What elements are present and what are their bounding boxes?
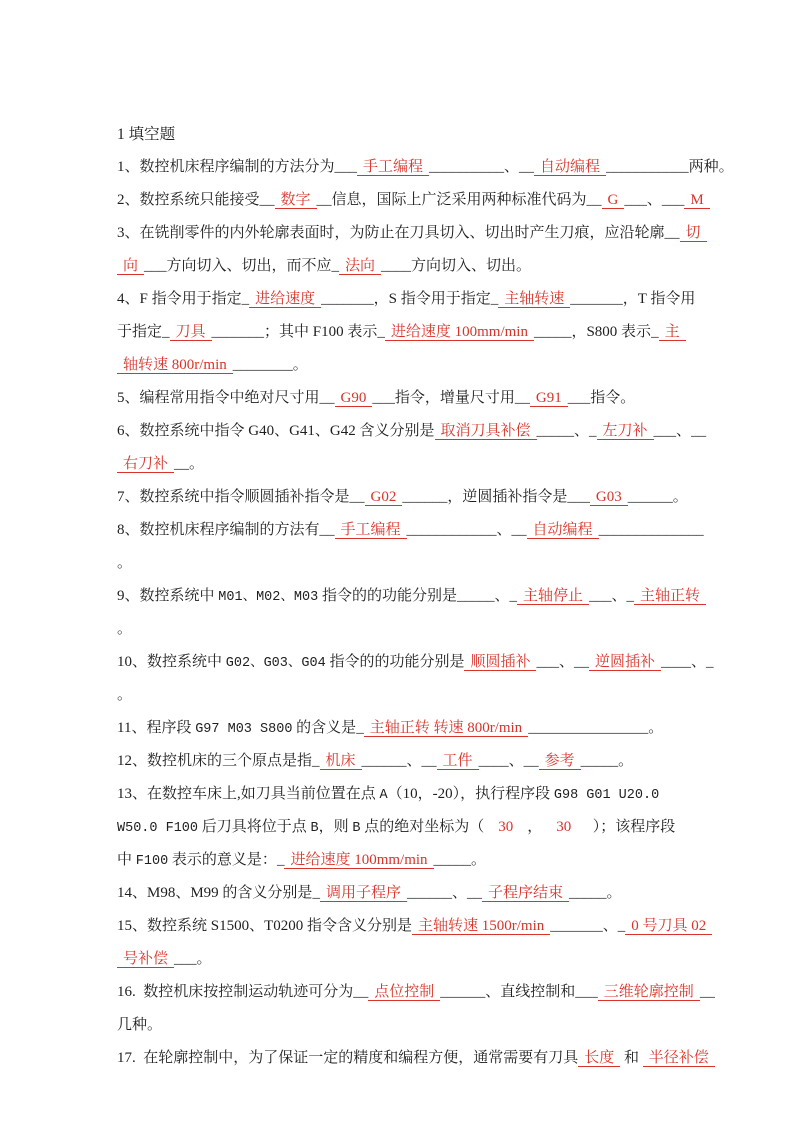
question-15-line xyxy=(117,943,717,976)
question-14-line xyxy=(117,877,717,910)
answer-text: 数字 xyxy=(275,192,317,209)
red-value: 30 xyxy=(556,819,572,835)
answer-text: 自动编程 xyxy=(534,159,606,176)
answer-text: 切 xyxy=(680,225,707,242)
blank-underscores: ____ xyxy=(381,258,412,274)
question-text: 1、数控机床程序编制的方法分为 xyxy=(117,159,335,175)
answer-text: 三维轮廓控制 xyxy=(598,984,700,1001)
code-text: W50.0 F100 xyxy=(117,821,199,836)
blank-underscores: ___ xyxy=(536,654,559,670)
blank-underscores: __ xyxy=(319,390,335,406)
answer-text: G02 xyxy=(365,489,403,506)
question-13-line xyxy=(117,844,717,877)
answer-text: 自动编程 xyxy=(527,522,599,539)
question-text: 5、编程常用指令中绝对尺寸用 xyxy=(117,390,320,406)
answer-text: M xyxy=(684,192,709,209)
question-text: 表示的意义是： xyxy=(168,852,277,868)
question-text: 。 xyxy=(618,753,634,769)
blank-underscores: ___ xyxy=(653,423,677,439)
blank-underscores: ______ xyxy=(361,753,407,769)
question-text: 、 xyxy=(508,753,524,769)
question-text: 6、数控系统中指令 G40、G41、G42 含义分别是 xyxy=(117,423,435,439)
question-text: （10，-20），执行程序段 xyxy=(387,786,554,802)
question-text: 于指定 xyxy=(117,324,163,340)
question-16-line xyxy=(117,1009,717,1042)
answer-text: 参考 xyxy=(539,753,581,770)
code-text: G97 M03 S800 xyxy=(195,722,293,737)
question-text: 、 xyxy=(494,588,510,604)
question-text: 、 xyxy=(406,753,422,769)
blank-underscores: _ xyxy=(331,258,340,274)
question-text: 。 xyxy=(606,885,622,901)
question-text: ，T 指令用 xyxy=(622,291,696,307)
answer-text: 手工编程 xyxy=(357,159,429,176)
question-3-line xyxy=(117,217,717,250)
answer-text: 逆圆插补 xyxy=(589,654,661,671)
blank-underscores: _ xyxy=(377,324,385,340)
question-text: ， xyxy=(527,819,543,835)
answer-text: 向 xyxy=(117,258,144,275)
answer-text: G xyxy=(602,192,625,209)
code-text: G98 G01 U20.0 xyxy=(553,788,660,803)
answer-text: 手工编程 xyxy=(335,522,407,539)
question-text: 方向切入、切出，而不应 xyxy=(166,258,332,274)
question-text: 。 xyxy=(117,621,133,637)
answer-text: 机床 xyxy=(320,753,362,770)
question-text: 、 xyxy=(611,588,627,604)
question-2-line xyxy=(117,184,717,217)
blank-underscores: ___ xyxy=(575,984,598,1000)
question-13-line xyxy=(117,811,717,844)
code-text: B xyxy=(310,821,319,836)
blank-underscores: __ xyxy=(519,159,535,175)
blank-underscores: ___ xyxy=(588,588,612,604)
question-6-line xyxy=(117,448,717,481)
answer-text: 左刀补 xyxy=(597,423,654,440)
answer-text: 取消刀具补偿 xyxy=(435,423,537,440)
question-15-line xyxy=(117,910,717,943)
blank-underscores: _ xyxy=(356,720,364,736)
document-body xyxy=(117,118,734,1075)
question-text: 。 xyxy=(189,456,205,472)
blank-underscores: ___ xyxy=(661,192,685,208)
blank-underscores: _ xyxy=(626,588,634,604)
answer-text: 0 号刀具 02 xyxy=(625,918,712,935)
answer-text: 主轴转速 1500r/min xyxy=(412,918,550,935)
blank-underscores: ___ xyxy=(144,258,167,274)
question-text: 4、F 指令用于指定 xyxy=(117,291,242,307)
answer-text: G91 xyxy=(530,390,568,407)
question-text: 16. 数控机床按控制运动轨迹可分为 xyxy=(117,984,354,1000)
blank-underscores: _____ xyxy=(433,852,472,868)
code-text: M01、M02、M03 xyxy=(218,590,319,605)
blank-underscores: ____ xyxy=(478,753,509,769)
question-text: 两种。 xyxy=(688,159,734,175)
question-text: 10、数控系统中 xyxy=(117,654,226,670)
blank-underscores: _____ xyxy=(533,324,572,340)
blank-underscores: _ xyxy=(241,291,250,307)
question-16-line xyxy=(117,976,717,1009)
blank-underscores: __ xyxy=(691,423,707,439)
blank-underscores: ________________ xyxy=(528,720,649,736)
question-13-line xyxy=(117,778,717,811)
blank-underscores: ______ xyxy=(406,885,452,901)
question-10-line xyxy=(117,646,717,679)
question-text: 。 xyxy=(196,951,212,967)
answer-text: 调用子程序 xyxy=(320,885,407,902)
question-4-line xyxy=(117,349,717,382)
blank-underscores: ___________ xyxy=(606,159,689,175)
question-text: 、 xyxy=(504,159,520,175)
question-text: 指令，增量尺寸用 xyxy=(394,390,515,406)
question-3-line xyxy=(117,250,717,283)
blank-underscores: ______ xyxy=(627,489,673,505)
code-text: A xyxy=(379,788,388,803)
blank-underscores: _ xyxy=(589,423,597,439)
question-12-line xyxy=(117,745,717,778)
blank-underscores: _ xyxy=(706,654,714,670)
question-text: 几种。 xyxy=(117,1017,163,1033)
blank-underscores: __ xyxy=(353,984,369,1000)
blank-underscores: __ xyxy=(514,390,530,406)
question-text: 14、M98、M99 的含义分别是 xyxy=(117,885,313,901)
answer-text: 工件 xyxy=(437,753,479,770)
question-text: 、 xyxy=(646,192,662,208)
blank-underscores: _ xyxy=(312,885,320,901)
blank-underscores: ___ xyxy=(334,159,358,175)
answer-text: 进给速度 100mm/min xyxy=(284,852,433,869)
blank-underscores: ______ xyxy=(440,984,486,1000)
blank-underscores: _____ xyxy=(568,885,607,901)
question-text: ，S800 表示 xyxy=(571,324,652,340)
question-text: 、 xyxy=(451,885,467,901)
blank-underscores: ______________ xyxy=(598,522,704,538)
question-text: 。 xyxy=(117,687,133,703)
question-text: 。 xyxy=(672,489,688,505)
answer-text: 主轴正转 转速 800r/min xyxy=(364,720,529,737)
answer-text: 刀具 xyxy=(170,324,212,341)
question-11-line xyxy=(117,712,717,745)
question-text: 12、数控机床的三个原点是指 xyxy=(117,753,313,769)
answer-text: 点位控制 xyxy=(368,984,440,1001)
blank-underscores: __ xyxy=(349,489,365,505)
blank-underscores: __ xyxy=(259,192,275,208)
question-text: 方向切入、切出。 xyxy=(411,258,532,274)
answer-text: 半径补偿 xyxy=(643,1050,715,1067)
blank-underscores: _ xyxy=(276,852,285,868)
question-text: ，逆圆插补指令是 xyxy=(447,489,568,505)
red-value: 30 xyxy=(498,819,514,835)
question-text: 指令。 xyxy=(590,390,636,406)
answer-text: 主轴停止 xyxy=(517,588,589,605)
answer-text: 长度 xyxy=(578,1050,620,1067)
blank-underscores: _ xyxy=(617,918,626,934)
question-text: ，S 指令用于指定 xyxy=(373,291,491,307)
question-text: 信息，国际上广泛采用两种标准代码为 xyxy=(331,192,587,208)
blank-underscores: __ xyxy=(466,885,482,901)
answer-text: G03 xyxy=(590,489,628,506)
answer-text: G90 xyxy=(335,390,373,407)
question-text: 、 xyxy=(676,423,692,439)
blank-underscores: __ xyxy=(319,522,335,538)
blank-underscores: ___ xyxy=(624,192,647,208)
answer-text: 法向 xyxy=(339,258,381,275)
question-1-line xyxy=(117,151,734,184)
question-text: 和 xyxy=(620,1050,643,1066)
blank-underscores: __ xyxy=(174,456,190,472)
blank-underscores: __ xyxy=(664,225,680,241)
question-9-line xyxy=(117,613,717,646)
question-text: 、 xyxy=(691,654,707,670)
answer-text: 进给速度 xyxy=(249,291,321,308)
question-text: 11、程序段 xyxy=(117,720,196,736)
question-text: 、 xyxy=(558,654,574,670)
question-text: 、 xyxy=(602,918,618,934)
answer-text: 右刀补 xyxy=(117,456,174,473)
blank-underscores: ______ xyxy=(402,489,448,505)
blank-underscores: _______ xyxy=(321,291,374,307)
blank-underscores: ____________ xyxy=(406,522,497,538)
question-5-line xyxy=(117,382,717,415)
question-text: 。 xyxy=(292,357,308,373)
answer-text: 主 xyxy=(659,324,686,341)
question-text: 后刀具将位于点 xyxy=(198,819,311,835)
blank-underscores: _ xyxy=(162,324,170,340)
blank-underscores: _______ xyxy=(211,324,265,340)
question-text: 3、在铣削零件的内外轮廓表面时，为防止在刀具切入、切出时产生刀痕，应沿轮廓 xyxy=(117,225,665,241)
blank-underscores: ____ xyxy=(661,654,691,670)
blank-underscores: ________ xyxy=(232,357,293,373)
question-text: 指令的的功能分别是 xyxy=(318,588,457,604)
question-text: 9、数控系统中 xyxy=(117,588,219,604)
question-text: 的含义是 xyxy=(292,720,357,736)
blank-underscores: ___ xyxy=(174,951,197,967)
blank-underscores: _____ xyxy=(536,423,575,439)
question-text: 、直线控制和 xyxy=(485,984,576,1000)
question-text: 、 xyxy=(496,522,512,538)
blank-underscores: ___ xyxy=(567,390,591,406)
blank-underscores: _ xyxy=(509,588,517,604)
blank-underscores: __ xyxy=(421,753,437,769)
answer-text: 主轴转速 xyxy=(498,291,570,308)
question-text: 。 xyxy=(471,852,487,868)
blank-underscores: __ xyxy=(523,753,539,769)
blank-underscores: ___ xyxy=(567,489,590,505)
question-text: ）；该程序段 xyxy=(585,819,676,835)
blank-underscores: __ xyxy=(573,654,589,670)
question-6-line xyxy=(117,415,717,448)
code-text: G02、G03、G04 xyxy=(225,656,326,671)
question-text: 中 xyxy=(117,852,136,868)
question-text: ，则 xyxy=(318,819,353,835)
question-10-line xyxy=(117,679,717,712)
section-heading: 1 填空题 xyxy=(117,126,176,143)
answer-text: 号补偿 xyxy=(117,951,174,968)
blank-underscores: __ xyxy=(699,984,715,1000)
question-4-line xyxy=(117,316,717,349)
blank-underscores: __ xyxy=(511,522,527,538)
code-text: B xyxy=(352,821,361,836)
question-text: 、 xyxy=(574,423,590,439)
question-text: 7、数控系统中指令顺圆插补指令是 xyxy=(117,489,350,505)
blank-underscores: __ xyxy=(586,192,602,208)
code-text: F100 xyxy=(135,854,169,869)
question-17-line xyxy=(117,1042,717,1075)
question-9-line xyxy=(117,580,717,613)
blank-underscores: ___ xyxy=(372,390,395,406)
blank-underscores: _ xyxy=(651,324,659,340)
question-text: 15、数控系统 S1500、T0200 指令含义分别是 xyxy=(117,918,413,934)
answer-text: 顺圆插补 xyxy=(464,654,536,671)
question-text: 点的绝对坐标为（ xyxy=(360,819,485,835)
question-text: 指令的的功能分别是 xyxy=(325,654,465,670)
blank-underscores: __ xyxy=(316,192,332,208)
question-text: 。 xyxy=(648,720,664,736)
answer-text: 子程序结束 xyxy=(482,885,569,902)
blank-underscores: _ xyxy=(490,291,499,307)
question-8-line xyxy=(117,547,717,580)
question-text: 13、在数控车床上,如刀具当前位置在点 xyxy=(117,786,380,802)
blank-underscores: _____ xyxy=(456,588,495,604)
question-text: 17. 在轮廓控制中，为了保证一定的精度和编程方便，通常需要有刀具 xyxy=(117,1050,579,1066)
question-text: ；其中 F100 表示 xyxy=(264,324,378,340)
blank-underscores: _____ xyxy=(580,753,619,769)
question-4-line xyxy=(117,283,717,316)
answer-text: 轴转速 800r/min xyxy=(117,357,233,374)
blank-underscores: _______ xyxy=(550,918,603,934)
question-text: 8、数控机床程序编制的方法有 xyxy=(117,522,320,538)
question-8-line xyxy=(117,514,717,547)
answer-text: 进给速度 100mm/min xyxy=(385,324,534,341)
question-7-line xyxy=(117,481,717,514)
blank-underscores: __________ xyxy=(429,159,505,175)
question-text: 。 xyxy=(117,555,133,571)
question-text: 2、数控系统只能接受 xyxy=(117,192,260,208)
answer-text: 主轴正转 xyxy=(634,588,706,605)
blank-underscores: _ xyxy=(312,753,320,769)
blank-underscores: _______ xyxy=(570,291,623,307)
